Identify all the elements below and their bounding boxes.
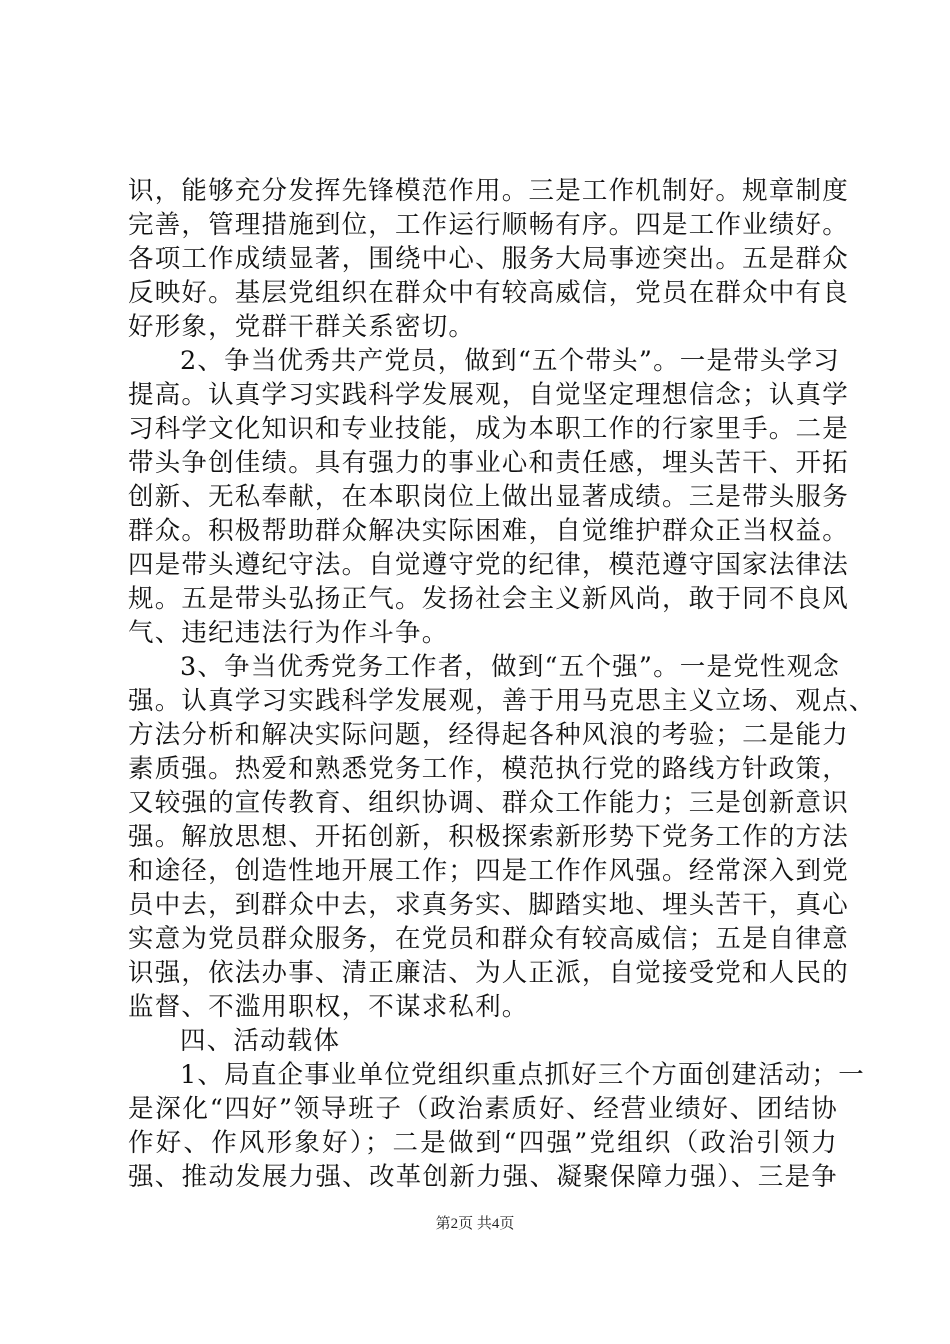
- text-line: 规。五是带头弘扬正气。发扬社会主义新风尚，敢于同不良风: [128, 584, 849, 614]
- paragraph-start-line: 3、争当优秀党务工作者，做到“五个强”。一是党性观念: [180, 652, 840, 682]
- text-line: 强。认真学习实践科学发展观，善于用马克思主义立场、观点、: [128, 686, 876, 716]
- text-line: 强、推动发展力强、改革创新力强、凝聚保障力强）、三是争: [128, 1162, 838, 1192]
- text-line: 素质强。热爱和熟悉党务工作，模范执行党的路线方针政策，: [128, 754, 849, 784]
- text-line: 好形象，党群干群关系密切。: [128, 312, 476, 342]
- text-line: 各项工作成绩显著，围绕中心、服务大局事迹突出。五是群众: [128, 244, 849, 274]
- text-line: 四是带头遵纪守法。自觉遵守党的纪律，模范遵守国家法律法: [128, 550, 849, 580]
- text-line: 群众。积极帮助群众解决实际困难，自觉维护群众正当权益。: [128, 516, 849, 546]
- text-line: 识强，依法办事、清正廉洁、为人正派，自觉接受党和人民的: [128, 958, 849, 988]
- text-line: 又较强的宣传教育、组织协调、群众工作能力；三是创新意识: [128, 788, 849, 818]
- text-line: 识，能够充分发挥先锋模范作用。三是工作机制好。规章制度: [128, 176, 849, 206]
- text-line: 气、违纪违法行为作斗争。: [128, 618, 449, 648]
- text-line: 作好、作风形象好）；二是做到“四强”党组织（政治引领力: [128, 1128, 838, 1158]
- section-heading: 四、活动载体: [180, 1026, 341, 1056]
- text-line: 和途径，创造性地开展工作；四是工作作风强。经常深入到党: [128, 856, 849, 886]
- text-line: 实意为党员群众服务，在党员和群众有较高威信；五是自律意: [128, 924, 849, 954]
- paragraph-start-line: 1、局直企事业单位党组织重点抓好三个方面创建活动；一: [180, 1060, 865, 1090]
- text-line: 监督、不滥用职权，不谋求私利。: [128, 992, 529, 1022]
- text-line: 方法分析和解决实际问题，经得起各种风浪的考验；二是能力: [128, 720, 849, 750]
- text-line: 强。解放思想、开拓创新，积极探索新形势下党务工作的方法: [128, 822, 849, 852]
- text-line: 创新、无私奉献，在本职岗位上做出显著成绩。三是带头服务: [128, 482, 849, 512]
- page-footer: 第2页 共4页: [435, 1216, 515, 1232]
- paragraph-start-line: 2、争当优秀共产党员，做到“五个带头”。一是带头学习: [180, 346, 840, 376]
- text-line: 反映好。基层党组织在群众中有较高威信，党员在群众中有良: [128, 278, 849, 308]
- text-line: 完善，管理措施到位，工作运行顺畅有序。四是工作业绩好。: [128, 210, 849, 240]
- text-line: 是深化“四好”领导班子（政治素质好、经营业绩好、团结协: [128, 1094, 838, 1124]
- text-line: 带头争创佳绩。具有强力的事业心和责任感，埋头苦干、开拓: [128, 448, 849, 478]
- text-line: 员中去，到群众中去，求真务实、脚踏实地、埋头苦干，真心: [128, 890, 849, 920]
- text-line: 习科学文化知识和专业技能，成为本职工作的行家里手。二是: [128, 414, 849, 444]
- text-line: 提高。认真学习实践科学发展观，自觉坚定理想信念；认真学: [128, 380, 849, 410]
